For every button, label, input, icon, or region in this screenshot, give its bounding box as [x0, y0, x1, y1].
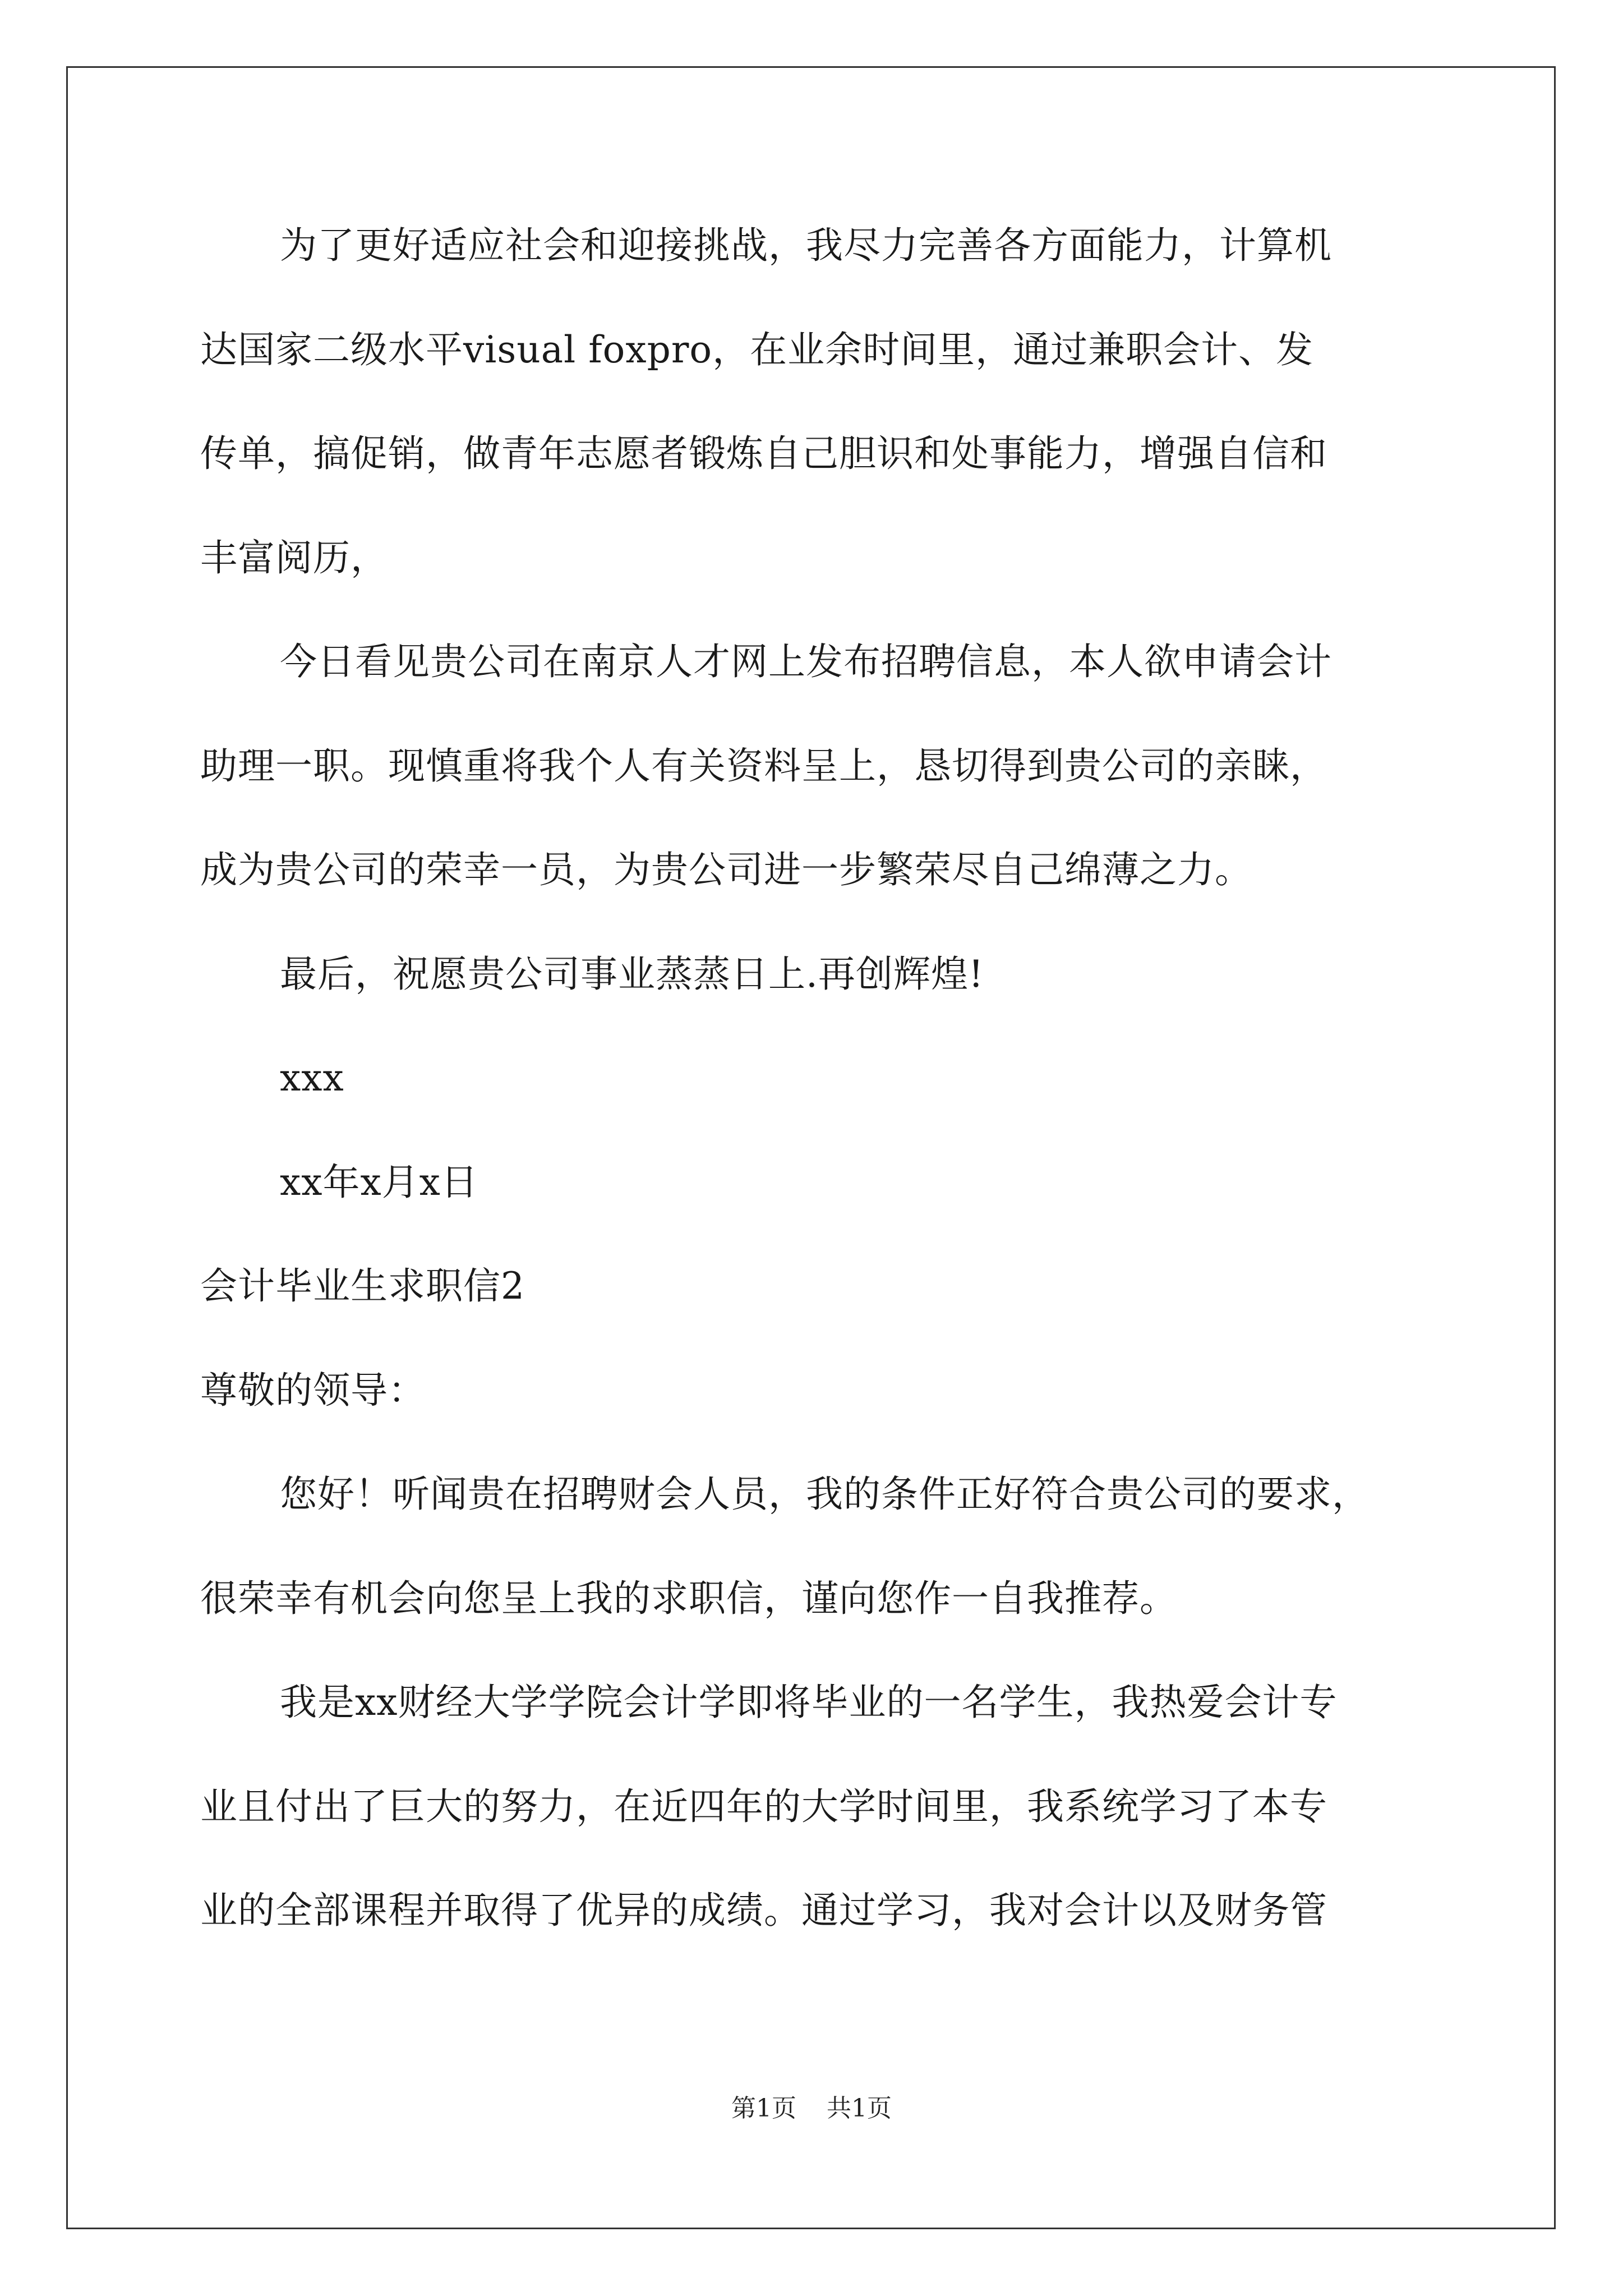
section-title: 会计毕业生求职信2: [200, 1264, 525, 1308]
signature-name: xxx: [280, 1056, 344, 1099]
paragraph-line: 丰富阅历，: [200, 536, 388, 579]
paragraph-line: 业的全部课程并取得了优异的成绩。通过学习，我对会计以及财务管: [200, 1889, 1327, 1932]
paragraph-line: 为了更好适应社会和迎接挑战，我尽力完善各方面能力，计算机: [280, 224, 1332, 267]
paragraph-line: 很荣幸有机会向您呈上我的求职信，谨向您作一自我推荐。: [200, 1576, 1177, 1620]
paragraph-line: 您好！听闻贵在招聘财会人员，我的条件正好符合贵公司的要求，: [280, 1473, 1370, 1516]
paragraph-line: 达国家二级水平visual foxpro，在业余时间里，通过兼职会计、发: [200, 328, 1314, 371]
paragraph-line: 助理一职。现慎重将我个人有关资料呈上，恳切得到贵公司的亲睐，: [200, 744, 1327, 788]
salutation: 尊敬的领导：: [200, 1368, 426, 1412]
paragraph-line: 业且付出了巨大的努力，在近四年的大学时间里，我系统学习了本专: [200, 1784, 1327, 1828]
paragraph-line: 传单，搞促销，做青年志愿者锻炼自己胆识和处事能力，增强自信和: [200, 432, 1327, 475]
paragraph-line: 我是xx财经大学学院会计学即将毕业的一名学生，我热爱会计专: [280, 1681, 1338, 1724]
signature-date: xx年x月x日: [280, 1160, 478, 1204]
page-footer: [0, 2088, 1623, 2124]
page-total: 共1页: [827, 2094, 892, 2123]
paragraph-line: 今日看见贵公司在南京人才网上发布招聘信息，本人欲申请会计: [280, 640, 1332, 683]
page-number: 第1页: [731, 2094, 796, 2123]
paragraph-line: 成为贵公司的荣幸一员，为贵公司进一步繁荣尽自己绵薄之力。: [200, 848, 1252, 891]
paragraph-line: 最后，祝愿贵公司事业蒸蒸日上.再创辉煌!: [280, 952, 984, 996]
document-body: [200, 194, 1473, 1963]
